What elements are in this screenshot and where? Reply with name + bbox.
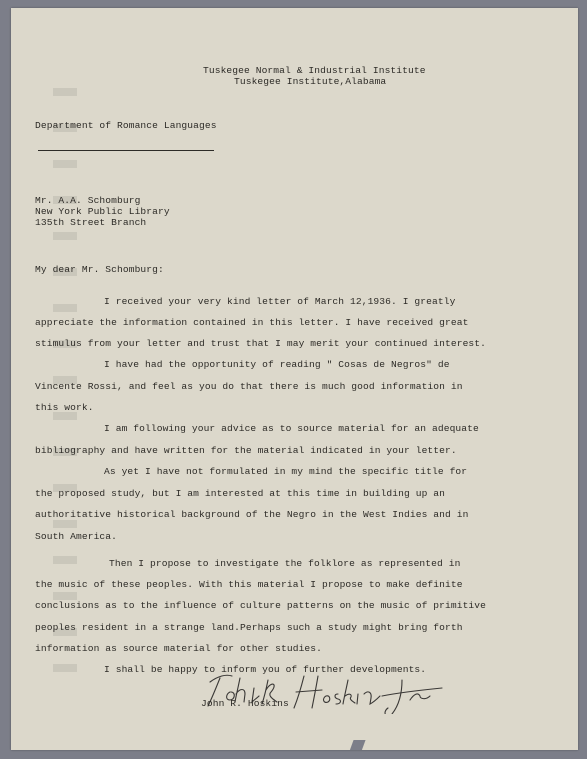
salutation: My dear Mr. Schomburg: — [35, 264, 164, 275]
letter-page — [11, 8, 578, 750]
handwritten-signature — [206, 670, 446, 719]
body-line: South America. — [35, 531, 118, 542]
body-line: appreciate the information contained in this letter. I have received great — [35, 317, 469, 328]
body-line: authoritative historical background of the Negro in the West Indies and in — [35, 509, 469, 520]
body-line: conclusions as to the influence of culture patterns on the music of primitive — [35, 600, 487, 611]
department-underline — [38, 150, 214, 151]
recipient-branch: 135th Street Branch — [35, 217, 147, 228]
paper-tear — [348, 740, 365, 750]
body-line: stimulus from your letter and trust that I may merit your continued interest. — [35, 338, 487, 349]
letterhead-line-1: Tuskegee Normal & Industrial Institute — [203, 65, 426, 76]
body-line: this work. — [35, 402, 94, 413]
body-line: information as source material for other studies. — [35, 643, 323, 654]
body-line: bibliography and have written for the material indicated in your letter. — [35, 445, 457, 456]
body-line: Then I propose to investigate the folklore as represented in — [109, 558, 461, 569]
body-line: As yet I have not formulated in my mind the specific title for — [104, 466, 468, 477]
body-line: the proposed study, but I am interested at this time in building up an — [35, 488, 446, 499]
recipient-org: New York Public Library — [35, 206, 170, 217]
letterhead-line-2: Tuskegee Institute,Alabama — [234, 76, 387, 87]
body-line: the music of these peoples. With this material I propose to make definite — [35, 579, 463, 590]
body-line: I am following your advice as to source material for an adequate — [104, 423, 479, 434]
body-line: I received your very kind letter of March 12,1936. I greatly — [104, 296, 456, 307]
typed-signature-name: John R. Hoskins — [201, 698, 289, 709]
body-line: peoples resident in a strange land.Perhaps such a study might bring forth — [35, 622, 463, 633]
body-line: I have had the opportunity of reading " Cosas de Negros" de — [104, 359, 450, 370]
body-line: I shall be happy to inform you of further developments. — [104, 664, 427, 675]
body-line: Vincente Rossi, and feel as you do that there is much good information in — [35, 381, 463, 392]
department-line: Department of Romance Languages — [35, 120, 217, 131]
recipient-name: Mr. A.A. Schomburg — [35, 195, 141, 206]
